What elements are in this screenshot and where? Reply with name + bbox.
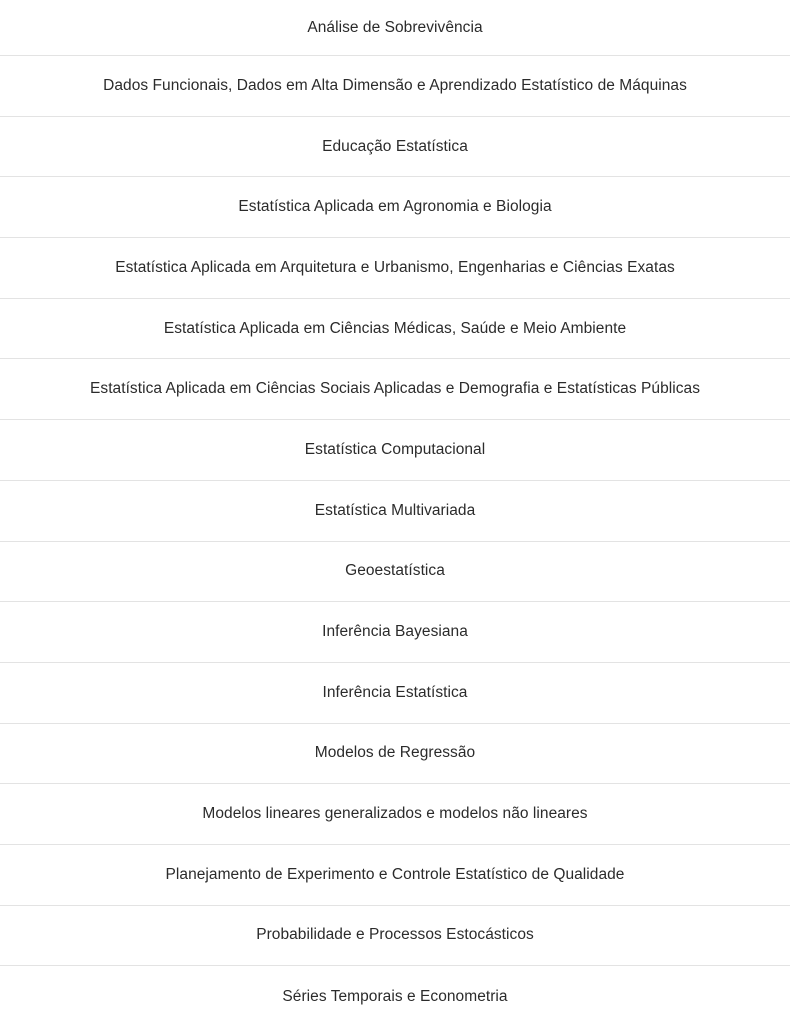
topic-label: Modelos de Regressão — [314, 744, 476, 762]
topic-label: Estatística Aplicada em Ciências Sociais Aplicadas e Demografia e Estatísticas Públicas — [90, 380, 700, 398]
topic-label: Educação Estatística — [322, 137, 468, 155]
topic-item[interactable] — [0, 542, 790, 603]
topic-label: Probabilidade e Processos Estocásticos — [256, 926, 534, 944]
topic-label: Estatística Aplicada em Agronomia e Biologia — [238, 198, 552, 216]
topic-label: Dados Funcionais, Dados em Alta Dimensão e Aprendizado Estatístico de Máquinas — [103, 76, 687, 94]
topic-item[interactable] — [0, 481, 790, 542]
topic-item[interactable] — [0, 602, 790, 663]
topic-label: Séries Temporais e Econometria — [282, 987, 508, 1005]
topic-item[interactable] — [0, 238, 790, 299]
topic-label: Estatística Aplicada em Arquitetura e Urbanismo, Engenharias e Ciências Exatas — [115, 258, 675, 276]
topic-item[interactable] — [0, 420, 790, 481]
topic-label: Planejamento de Experimento e Controle Estatístico de Qualidade — [165, 865, 625, 883]
topic-item[interactable] — [0, 56, 790, 117]
topic-item[interactable] — [0, 906, 790, 967]
topic-item[interactable] — [0, 0, 790, 56]
topic-item[interactable] — [0, 845, 790, 906]
topic-item[interactable] — [0, 663, 790, 724]
topic-item[interactable] — [0, 784, 790, 845]
topic-item[interactable] — [0, 359, 790, 420]
topic-item[interactable] — [0, 299, 790, 360]
topic-label: Estatística Computacional — [304, 440, 486, 458]
topic-item[interactable] — [0, 117, 790, 178]
topic-item[interactable] — [0, 966, 790, 1027]
topic-label: Inferência Bayesiana — [322, 623, 468, 641]
topic-label: Geoestatística — [345, 562, 445, 580]
topic-label: Modelos lineares generalizados e modelos não lineares — [202, 805, 588, 823]
topic-label: Estatística Aplicada em Ciências Médicas, Saúde e Meio Ambiente — [163, 319, 627, 337]
topic-item[interactable] — [0, 724, 790, 785]
topic-label: Inferência Estatística — [322, 683, 468, 701]
topic-label: Análise de Sobrevivência — [307, 18, 483, 36]
topic-item[interactable] — [0, 177, 790, 238]
topic-label: Estatística Multivariada — [314, 501, 476, 519]
